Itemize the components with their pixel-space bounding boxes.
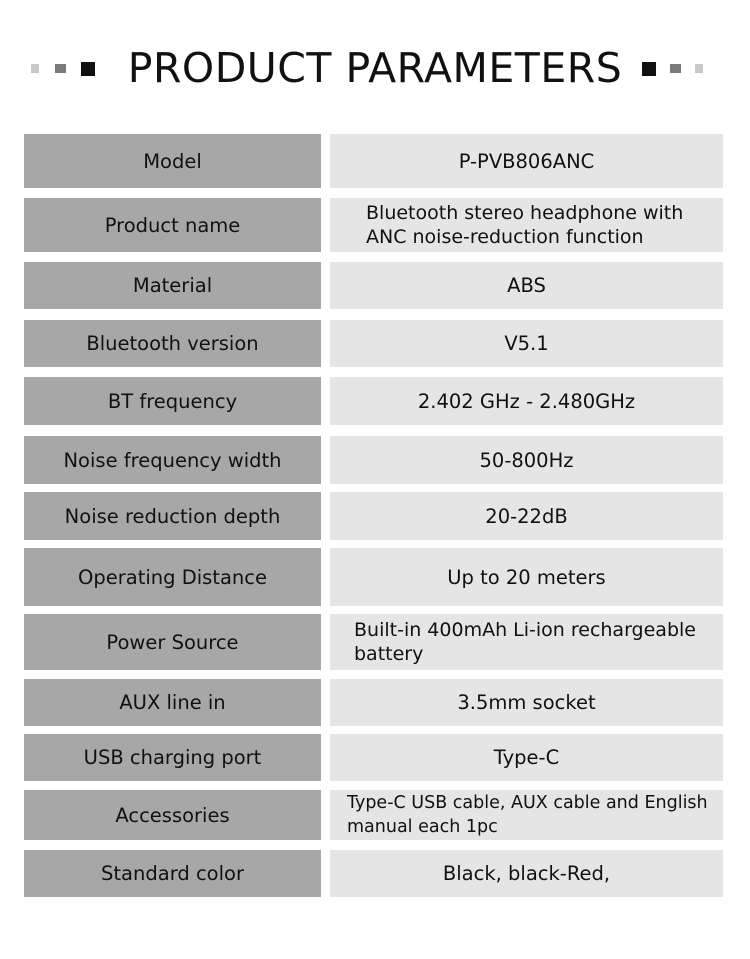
param-value: Black, black-Red,	[330, 850, 723, 897]
decor-square-dark	[642, 62, 656, 76]
param-label: Bluetooth version	[24, 320, 321, 367]
table-row	[24, 262, 723, 309]
table-row	[24, 790, 723, 840]
page-title: PRODUCT PARAMETERS	[127, 44, 623, 92]
table-row	[24, 679, 723, 726]
table-row	[24, 198, 723, 252]
param-label: Operating Distance	[24, 548, 321, 606]
table-row	[24, 850, 723, 897]
table-row	[24, 436, 723, 484]
table-row	[24, 320, 723, 367]
table-row	[24, 377, 723, 425]
param-value	[330, 790, 723, 840]
decor-square-mid	[670, 64, 681, 73]
param-label: AUX line in	[24, 679, 321, 726]
param-value: 50-800Hz	[330, 436, 723, 484]
param-label: Standard color	[24, 850, 321, 897]
param-value-text: Type-C USB cable, AUX cable and English manual each 1pc	[347, 793, 708, 837]
table-row	[24, 492, 723, 540]
param-label: Material	[24, 262, 321, 309]
param-label: USB charging port	[24, 734, 321, 781]
param-value: 3.5mm socket	[330, 679, 723, 726]
param-label: Power Source	[24, 614, 321, 670]
param-value: ABS	[330, 262, 723, 309]
param-value: 20-22dB	[330, 492, 723, 540]
param-value-text: Bluetooth stereo headphone with ANC noise-reduction function	[366, 202, 684, 248]
table-row	[24, 548, 723, 606]
param-label: Product name	[24, 198, 321, 252]
param-value: V5.1	[330, 320, 723, 367]
param-label: BT frequency	[24, 377, 321, 425]
param-value: Up to 20 meters	[330, 548, 723, 606]
param-value	[330, 198, 723, 252]
table-row	[24, 614, 723, 670]
param-value	[330, 614, 723, 670]
param-label: Noise frequency width	[24, 436, 321, 484]
table-row	[24, 134, 723, 188]
param-value: 2.402 GHz - 2.480GHz	[330, 377, 723, 425]
param-label: Accessories	[24, 790, 321, 840]
table-row	[24, 734, 723, 781]
param-value: Type-C	[330, 734, 723, 781]
param-value: P-PVB806ANC	[330, 134, 723, 188]
decor-square-light	[695, 64, 703, 73]
title-row	[0, 38, 750, 98]
param-label: Noise reduction depth	[24, 492, 321, 540]
param-value-text: Built-in 400mAh Li-ion rechargeable battery	[354, 619, 696, 665]
param-label: Model	[24, 134, 321, 188]
